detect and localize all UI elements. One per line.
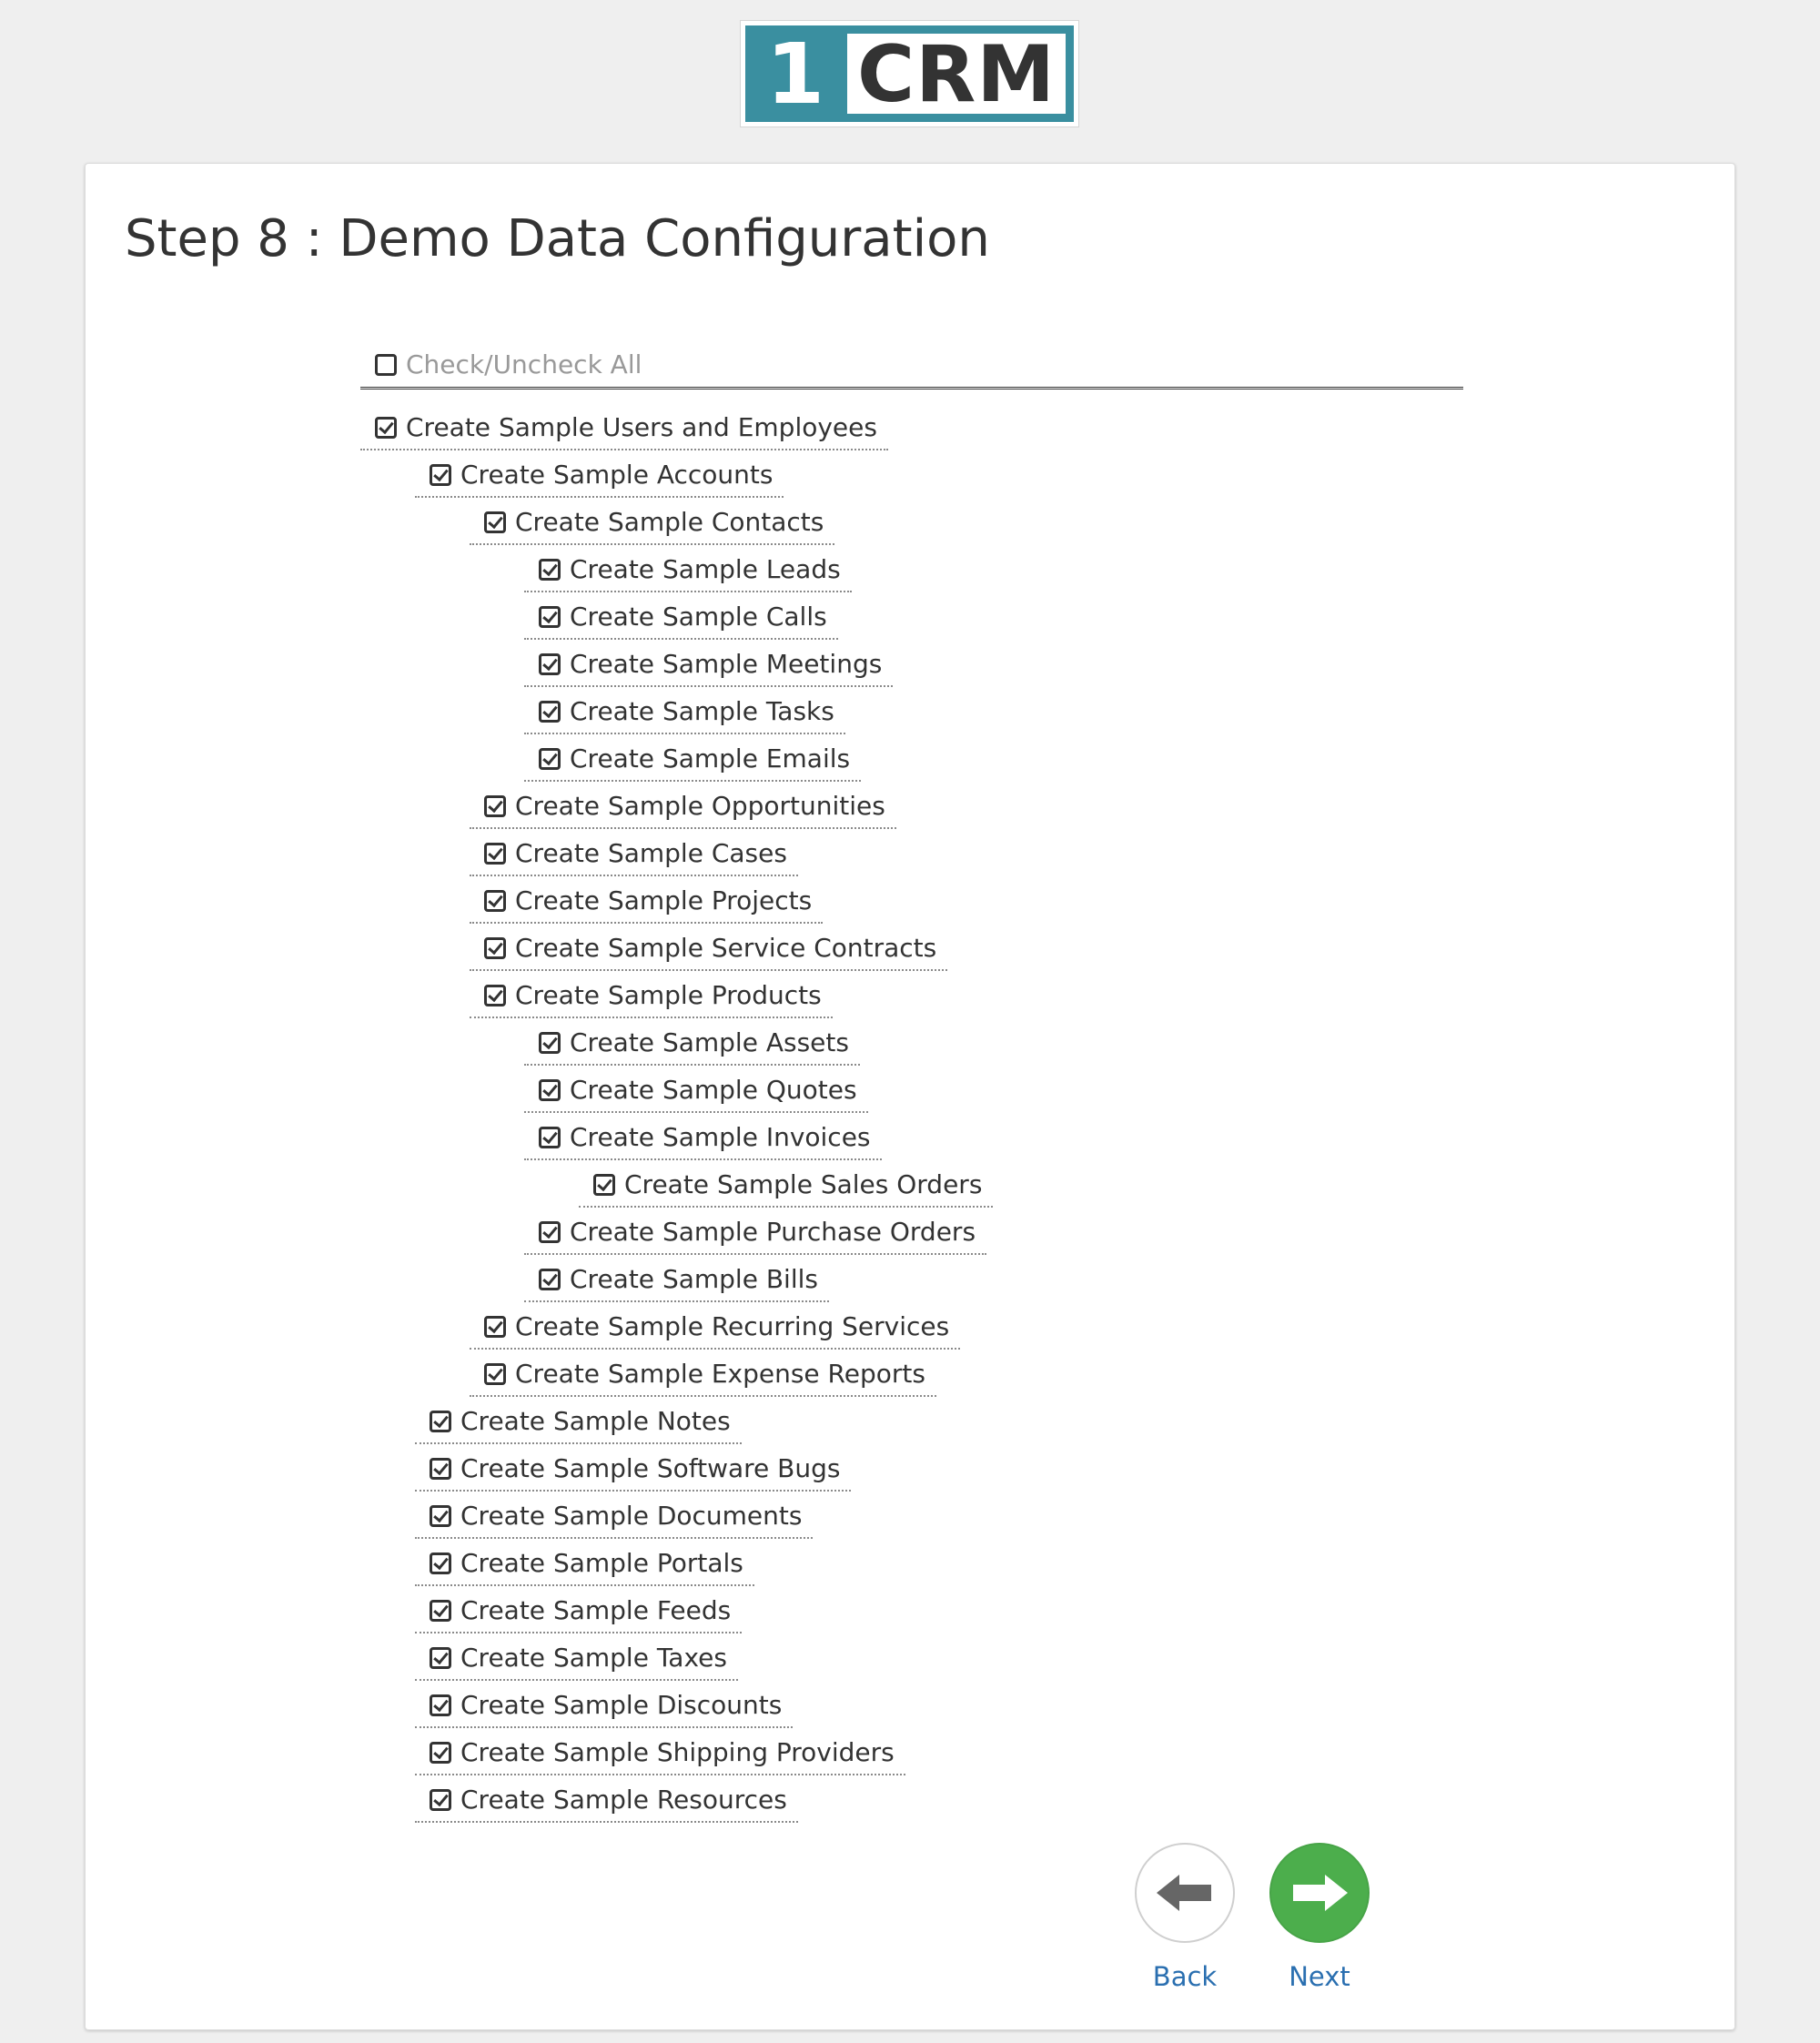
demo-option-row[interactable] — [415, 1401, 742, 1444]
demo-option-label: Create Sample Expense Reports — [515, 1359, 925, 1389]
demo-option-label: Create Sample Recurring Services — [515, 1311, 950, 1341]
demo-option-checkbox[interactable] — [484, 937, 506, 959]
demo-option-checkbox[interactable] — [539, 701, 561, 723]
demo-option-label: Create Sample Contacts — [515, 507, 824, 537]
demo-option-checkbox[interactable] — [430, 1694, 451, 1716]
demo-option-checkbox[interactable] — [430, 1411, 451, 1432]
demo-option-checkbox[interactable] — [430, 1600, 451, 1622]
demo-option-label: Create Sample Purchase Orders — [570, 1217, 976, 1247]
demo-option-row[interactable] — [470, 1306, 960, 1350]
check-all-row — [360, 342, 1463, 389]
back-button[interactable] — [1134, 1843, 1236, 1992]
demo-option-checkbox[interactable] — [484, 985, 506, 1006]
demo-option-checkbox[interactable] — [539, 748, 561, 770]
demo-option-checkbox[interactable] — [430, 1647, 451, 1669]
demo-option-checkbox[interactable] — [430, 1789, 451, 1811]
demo-option-label: Create Sample Feeds — [460, 1595, 732, 1625]
demo-option-checkbox[interactable] — [484, 1363, 506, 1385]
demo-option-checkbox[interactable] — [484, 843, 506, 865]
demo-option-label: Create Sample Users and Employees — [406, 412, 877, 442]
demo-option-row[interactable] — [524, 1022, 860, 1066]
demo-option-checkbox[interactable] — [430, 1742, 451, 1764]
check-all-checkbox[interactable] — [375, 354, 397, 376]
demo-option-row[interactable] — [470, 975, 833, 1018]
demo-option-checkbox[interactable] — [484, 1316, 506, 1338]
demo-option-row[interactable] — [415, 454, 784, 498]
back-label[interactable]: Back — [1152, 1961, 1218, 1992]
demo-option-row[interactable] — [524, 549, 852, 592]
demo-option-row[interactable] — [524, 1259, 829, 1302]
demo-option-label: Create Sample Resources — [460, 1785, 787, 1815]
demo-option-label: Create Sample Projects — [515, 885, 813, 915]
demo-option-label: Create Sample Accounts — [460, 460, 774, 490]
page-title: Step 8 : Demo Data Configuration — [125, 209, 990, 268]
next-button[interactable] — [1269, 1843, 1370, 1992]
demo-option-label: Create Sample Meetings — [570, 649, 883, 679]
demo-option-row[interactable] — [524, 1211, 986, 1255]
next-circle[interactable] — [1269, 1843, 1370, 1943]
demo-option-label: Create Sample Cases — [515, 838, 787, 868]
arrow-left-icon — [1155, 1872, 1215, 1914]
demo-option-checkbox[interactable] — [375, 417, 397, 439]
logo-wordmark: CRM — [847, 34, 1066, 114]
demo-option-checkbox[interactable] — [539, 1032, 561, 1054]
check-all-toggle[interactable] — [375, 342, 642, 388]
demo-option-label: Create Sample Discounts — [460, 1690, 783, 1720]
demo-option-checkbox[interactable] — [484, 511, 506, 533]
demo-option-row[interactable] — [524, 738, 861, 782]
demo-option-checkbox[interactable] — [539, 653, 561, 675]
check-all-label: Check/Uncheck All — [406, 349, 642, 379]
demo-option-row[interactable] — [415, 1542, 754, 1586]
demo-option-label: Create Sample Products — [515, 980, 822, 1010]
demo-option-row[interactable] — [579, 1164, 993, 1208]
demo-option-label: Create Sample Bills — [570, 1264, 818, 1294]
demo-option-row[interactable] — [524, 596, 838, 640]
demo-option-row[interactable] — [415, 1590, 742, 1633]
demo-option-checkbox[interactable] — [430, 1505, 451, 1527]
demo-option-label: Create Sample Shipping Providers — [460, 1737, 895, 1767]
app-logo — [740, 20, 1079, 127]
demo-option-checkbox[interactable] — [593, 1174, 615, 1196]
demo-option-row[interactable] — [524, 691, 845, 734]
demo-option-label: Create Sample Software Bugs — [460, 1453, 841, 1483]
logo-background — [745, 25, 1074, 122]
demo-option-label: Create Sample Documents — [460, 1501, 803, 1531]
demo-option-row[interactable] — [470, 1353, 936, 1397]
demo-option-label: Create Sample Emails — [570, 743, 851, 774]
demo-option-label: Create Sample Invoices — [570, 1122, 871, 1152]
demo-option-row[interactable] — [415, 1495, 813, 1539]
demo-option-checkbox[interactable] — [539, 1079, 561, 1101]
demo-option-row[interactable] — [470, 785, 896, 829]
demo-option-row[interactable] — [524, 1069, 868, 1113]
demo-option-row[interactable] — [415, 1684, 793, 1728]
demo-option-row[interactable] — [470, 880, 823, 924]
wizard-card — [85, 163, 1735, 2030]
next-label[interactable]: Next — [1289, 1961, 1350, 1992]
demo-option-row[interactable] — [415, 1732, 905, 1775]
demo-option-label: Create Sample Quotes — [570, 1075, 857, 1105]
demo-option-label: Create Sample Calls — [570, 602, 827, 632]
demo-option-label: Create Sample Tasks — [570, 696, 834, 726]
demo-option-row[interactable] — [360, 407, 888, 450]
demo-option-row[interactable] — [524, 643, 893, 687]
demo-option-checkbox[interactable] — [539, 1127, 561, 1148]
demo-option-label: Create Sample Opportunities — [515, 791, 885, 821]
demo-option-row[interactable] — [470, 833, 798, 876]
demo-option-row[interactable] — [524, 1117, 882, 1160]
demo-option-label: Create Sample Portals — [460, 1548, 743, 1578]
demo-option-checkbox[interactable] — [484, 890, 506, 912]
demo-option-label: Create Sample Taxes — [460, 1643, 727, 1673]
demo-option-checkbox[interactable] — [484, 795, 506, 817]
demo-option-checkbox[interactable] — [539, 1221, 561, 1243]
demo-option-checkbox[interactable] — [539, 559, 561, 581]
demo-option-row[interactable] — [415, 1448, 851, 1492]
demo-option-row[interactable] — [470, 927, 947, 971]
demo-option-checkbox[interactable] — [539, 606, 561, 628]
demo-option-label: Create Sample Service Contracts — [515, 933, 937, 963]
demo-option-checkbox[interactable] — [430, 1552, 451, 1574]
back-circle[interactable] — [1135, 1843, 1235, 1943]
demo-option-row[interactable] — [470, 501, 834, 545]
demo-option-label: Create Sample Assets — [570, 1027, 849, 1057]
arrow-right-icon — [1289, 1872, 1350, 1914]
demo-option-row[interactable] — [415, 1637, 738, 1681]
demo-option-label: Create Sample Leads — [570, 554, 841, 584]
demo-option-row[interactable] — [415, 1779, 798, 1823]
demo-option-checkbox[interactable] — [539, 1269, 561, 1290]
demo-option-label: Create Sample Notes — [460, 1406, 731, 1436]
demo-option-checkbox[interactable] — [430, 1458, 451, 1480]
demo-option-label: Create Sample Sales Orders — [624, 1169, 983, 1199]
logo-number: 1 — [765, 25, 824, 123]
demo-option-checkbox[interactable] — [430, 464, 451, 486]
